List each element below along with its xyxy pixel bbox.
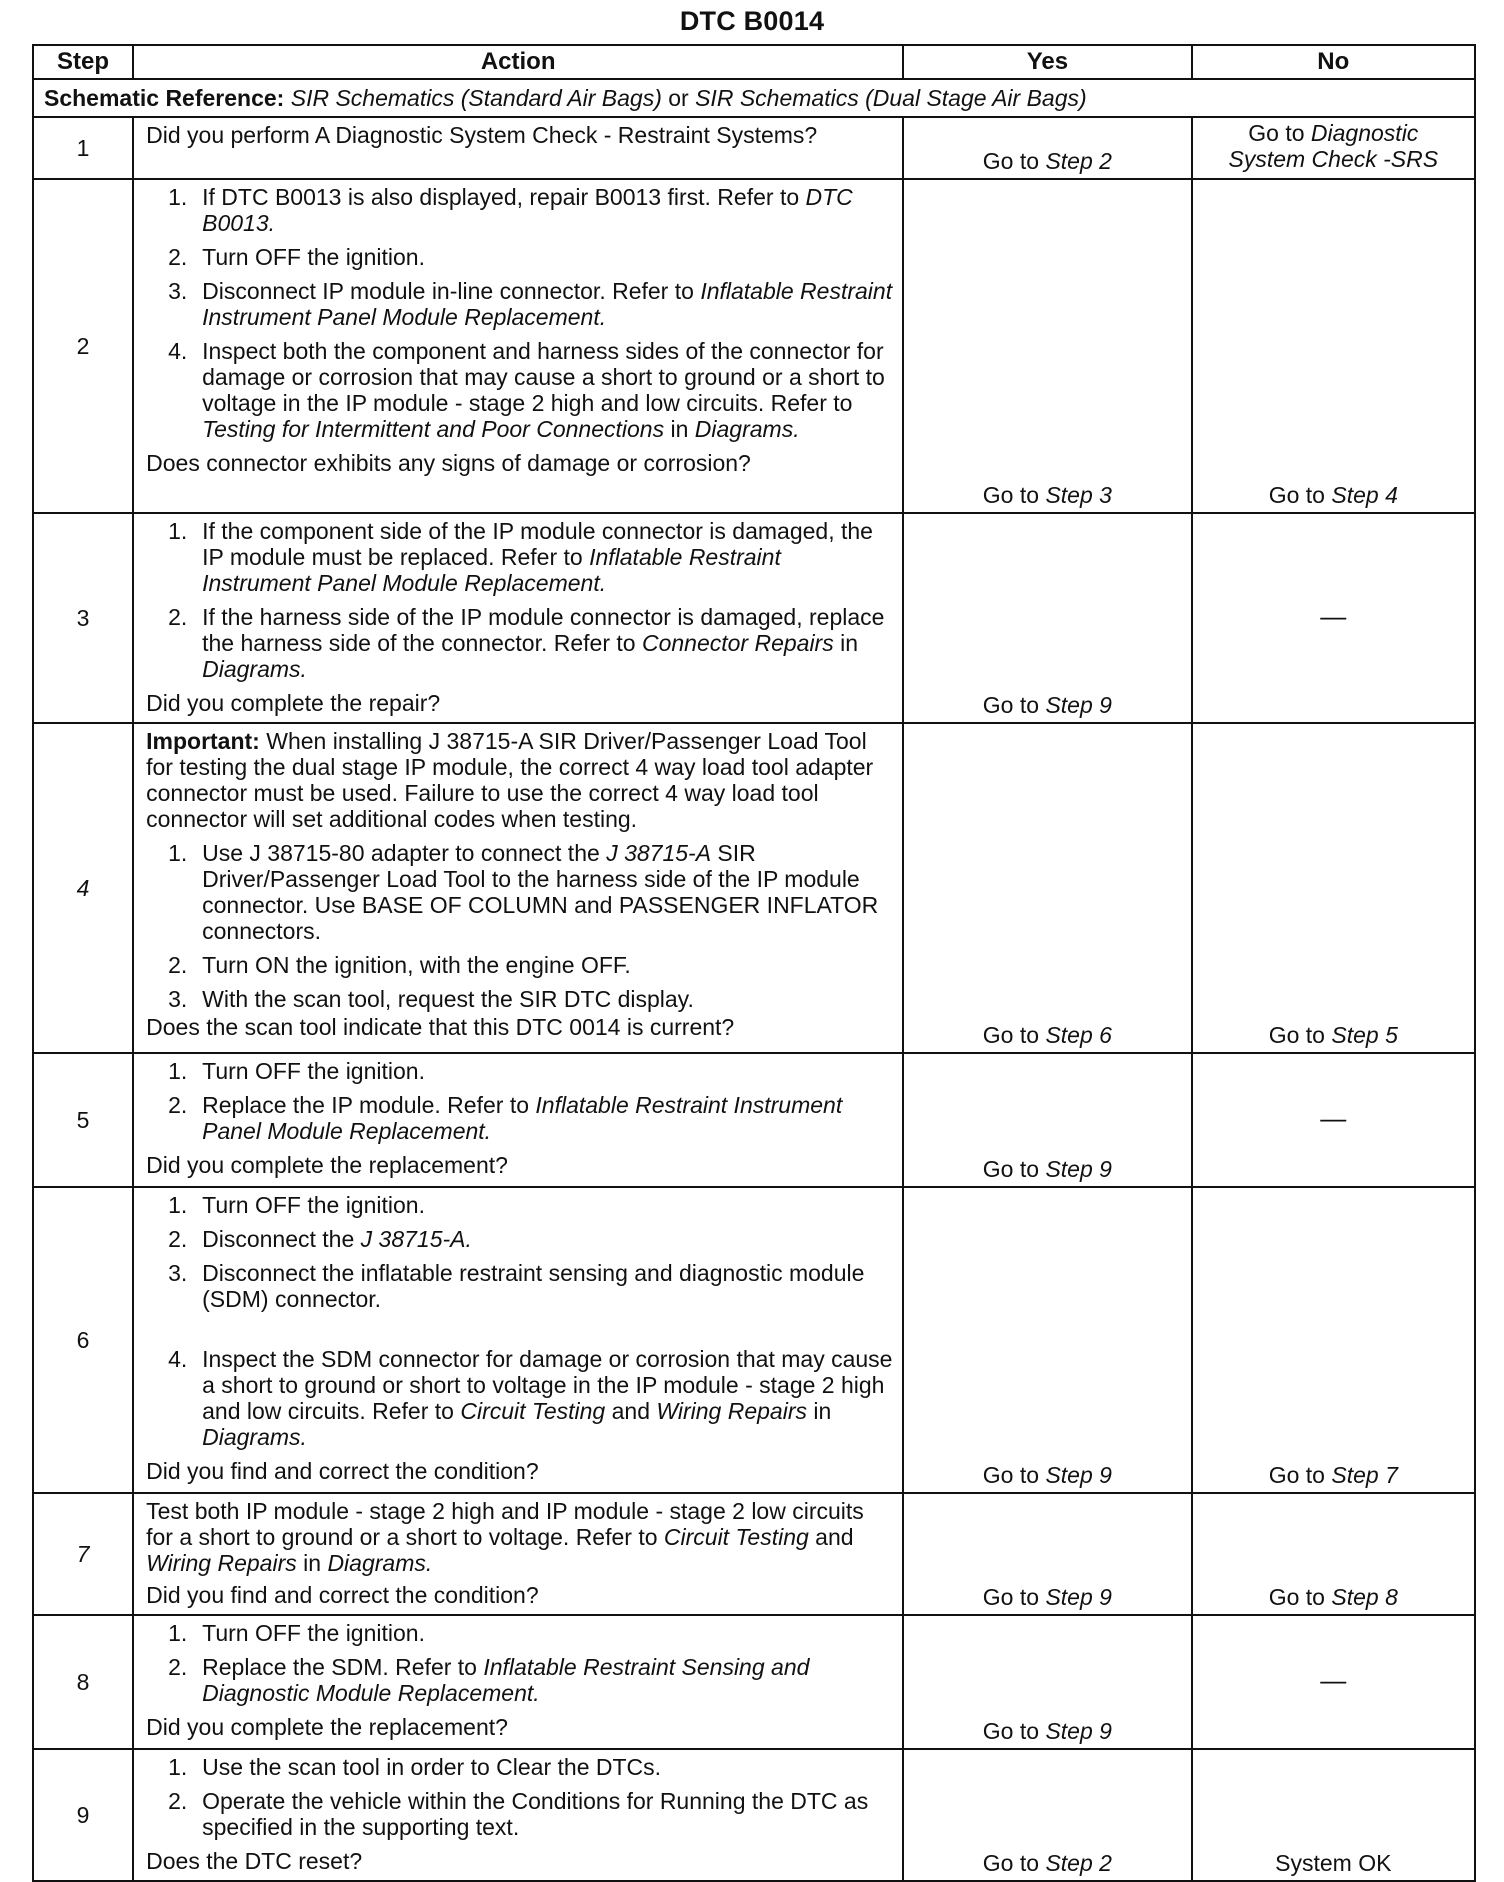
goto-step-link[interactable]: Step 7 [1331,1462,1398,1488]
yes-cell: Go to Step 6 [903,723,1191,1053]
goto-step-link[interactable]: Step 5 [1331,1022,1398,1048]
schematic-or: or [668,85,689,111]
list-item: 1. Turn OFF the ignition. [168,1058,425,1084]
goto-step-link[interactable]: Step 8 [1331,1584,1398,1610]
goto-step-link[interactable]: Step 6 [1045,1022,1112,1048]
goto-step-link[interactable]: Step 9 [1045,1156,1112,1182]
table-row [33,1493,1475,1615]
no-cell: Go to Diagnostic System Check -SRS [1192,117,1475,179]
action-cell [133,117,903,179]
table-row [33,1053,1475,1187]
no-cell [1192,513,1475,723]
list-item: 2. Operate the vehicle within the Conditions for Running the DTC as specified in the supporting text. [168,1788,869,1840]
action-cell [133,1615,903,1749]
list-item: 3. Disconnect the inflatable restraint sensing and diagnostic module (SDM) connector. [168,1260,865,1312]
no-cell: Go to Step 8 [1192,1493,1475,1615]
table-row [33,1749,1475,1881]
list-item: 2. Turn ON the ignition, with the engine OFF. [168,952,631,978]
yes-cell: Go to Step 9 [903,1615,1191,1749]
page-title: DTC B0014 [679,6,825,36]
step-question: Does connector exhibits any signs of damage or corrosion? [146,450,751,476]
step-number: 7 [33,1493,133,1615]
step-question: Does the scan tool indicate that this DTC 0014 is current? [146,1014,735,1040]
no-cell [1192,1749,1475,1881]
goto-step-link[interactable]: Step 2 [1045,1850,1112,1876]
header-row [33,45,1475,79]
table-row [33,117,1475,179]
dtc-table [32,44,1476,1882]
yes-cell: Go to Step 2 [903,117,1191,179]
list-item: 4. Inspect both the component and harness sides of the connector for damage or corrosion that may cause a short to ground or a short to voltage in the IP module - stage 2 high and low circuits. Refer to Testing for Intermittent and Poor Connections in Diagrams. [168,338,885,442]
no-cell [1192,1615,1475,1749]
header-action: Action [133,45,903,79]
yes-cell: Go to Step 2 [903,1749,1191,1881]
step-number: 8 [33,1615,133,1749]
table-row [33,1615,1475,1749]
step-question: Did you complete the replacement? [146,1152,508,1178]
action-cell [133,179,903,513]
list-item: 3. With the scan tool, request the SIR DTC display. [168,986,694,1012]
yes-cell: Go to Step 9 [903,513,1191,723]
table-row [33,513,1475,723]
no-cell: Go to Step 4 [1192,179,1475,513]
goto-step-link[interactable]: Step 9 [1045,1718,1112,1744]
no-dash: — [1320,1102,1347,1133]
goto-step-link[interactable]: Step 4 [1331,482,1398,508]
step-number: 6 [33,1187,133,1493]
yes-cell: Go to Step 9 [903,1053,1191,1187]
header-no: No [1192,45,1475,79]
schematic-row [33,79,1475,117]
no-dash: — [1320,1664,1347,1695]
step-question: Did you complete the replacement? [146,1714,508,1740]
list-item: 2. Turn OFF the ignition. [168,244,425,270]
header-step: Step [33,45,133,79]
list-item: 1. Use the scan tool in order to Clear the DTCs. [168,1754,662,1780]
list-item: 1. If the component side of the IP module connector is damaged, the IP module must be replaced. Refer to Inflatable Restraint Instrument Panel Module Replacement. [168,518,873,596]
goto-step-link[interactable]: Step 2 [1045,148,1112,174]
step-question: Did you complete the repair? [146,690,441,716]
no-cell: Go to Step 7 [1192,1187,1475,1493]
goto-diagnostic-link[interactable]: Diagnostic [1310,120,1419,146]
schematic-ref-dual: SIR Schematics (Dual Stage Air Bags) [695,85,1087,111]
schematic-reference [33,79,1475,117]
yes-cell: Go to Step 3 [903,179,1191,513]
no-cell: Go to Step 5 [1192,723,1475,1053]
table-row [33,723,1475,1053]
step-question: Did you find and correct the condition? [146,1582,539,1608]
header-yes: Yes [903,45,1191,79]
table-row [33,179,1475,513]
goto-step-link[interactable]: Step 9 [1045,1462,1112,1488]
yes-cell: Go to Step 9 [903,1493,1191,1615]
action-cell [133,1493,903,1615]
list-item: 1. Use J 38715-80 adapter to connect the J 38715-A SIR Driver/Passenger Load Tool to the harness side of the IP module connector. Use BASE OF COLUMN and PASSENGER INFLATOR connectors. [168,840,879,944]
table-row [33,1187,1475,1493]
goto-step-link[interactable]: Step 9 [1045,692,1112,718]
schematic-label: Schematic Reference: [44,85,285,111]
goto-step-link[interactable]: Step 3 [1045,482,1112,508]
step-number: 5 [33,1053,133,1187]
step-question: Did you perform A Diagnostic System Check - Restraint Systems? [146,122,818,148]
important-note: Important: When installing J 38715-A SIR Driver/Passenger Load Tool for testing the dual stage IP module, the correct 4 way load tool adapter connector must be used. Failure to use the correct 4 way load tool connector will set additional codes when testing. [146,728,874,832]
step-number: 4 [33,723,133,1053]
action-cell [133,723,903,1053]
list-item: 4. Inspect the SDM connector for damage or corrosion that may cause a short to ground or short to voltage in the IP module - stage 2 high and low circuits. Refer to Circuit Testing and Wiring Repairs in Diagrams. [168,1346,893,1450]
action-cell [133,1053,903,1187]
list-item: 1. Turn OFF the ignition. [168,1192,425,1218]
list-item: 2. Replace the SDM. Refer to Inflatable Restraint Sensing and Diagnostic Module Replacement. [168,1654,810,1706]
action-cell [133,513,903,723]
step-question: Did you find and correct the condition? [146,1458,539,1484]
list-item: 1. If DTC B0013 is also displayed, repair B0013 first. Refer to DTC B0013. [168,184,853,236]
no-dash: — [1320,600,1347,631]
system-ok-text: System OK [1275,1850,1392,1876]
list-item: 1. Turn OFF the ignition. [168,1620,425,1646]
action-cell [133,1749,903,1881]
step-number: 3 [33,513,133,723]
step-number: 2 [33,179,133,513]
list-item: 2. Replace the IP module. Refer to Inflatable Restraint Instrument Panel Module Replacement. [168,1092,843,1144]
yes-cell: Go to Step 9 [903,1187,1191,1493]
list-item: 3. Disconnect IP module in-line connector. Refer to Inflatable Restraint Instrument Panel Module Replacement. [168,278,893,330]
action-cell [133,1187,903,1493]
no-cell [1192,1053,1475,1187]
goto-diagnostic-link-line2[interactable]: System Check -SRS [1228,146,1439,172]
list-item: 2. Disconnect the J 38715-A. [168,1226,472,1252]
step-number: 9 [33,1749,133,1881]
step-instruction: Test both IP module - stage 2 high and IP module - stage 2 low circuits for a short to ground or a short to voltage. Refer to Circuit Testing and Wiring Repairs in Diagrams. [146,1498,864,1576]
step-question: Does the DTC reset? [146,1848,363,1874]
goto-step-link[interactable]: Step 9 [1045,1584,1112,1610]
list-item: 2. If the harness side of the IP module connector is damaged, replace the harness side of the connector. Refer to Connector Repairs in Diagrams. [168,604,885,682]
schematic-ref-standard: SIR Schematics (Standard Air Bags) [290,85,662,111]
step-number: 1 [33,117,133,179]
